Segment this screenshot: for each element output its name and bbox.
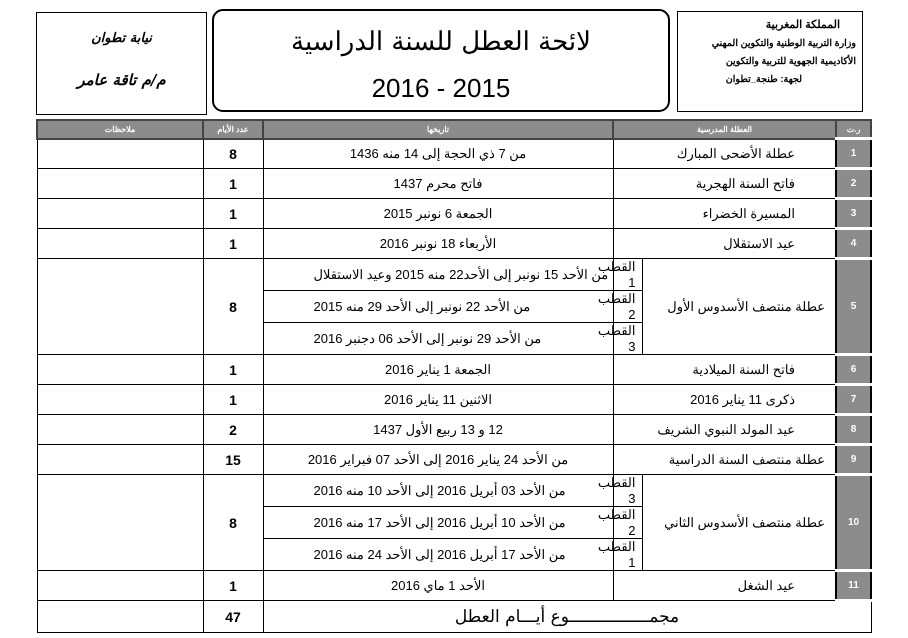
zone-cell: القطب 3 [613, 323, 642, 355]
holiday-cell: عطلة منتصف الأسدوس الثاني [642, 475, 836, 571]
zone-cell: القطب 2 [613, 291, 642, 323]
notes-cell [37, 445, 203, 475]
table-row [37, 139, 871, 169]
date-cell: من الأحد 10 أبريل 2016 إلى الأحد 17 منه 2016 [263, 507, 613, 539]
date-cell: الجمعة 6 نونبر 2015 [263, 199, 613, 229]
notes-cell [37, 415, 203, 445]
date-cell: من الأحد 17 أبريل 2016 إلى الأحد 24 منه 2016 [263, 539, 613, 571]
col-date: تاريخها [263, 120, 613, 139]
row-number: 2 [836, 169, 871, 199]
ministry-label: وزارة التربية الوطنية والتكوين المهني [711, 38, 856, 49]
days-cell: 8 [203, 139, 263, 169]
region-label: لجهة: طنجة_تطوان [725, 74, 802, 85]
notes-cell [37, 475, 203, 571]
holiday-cell: عطلة منتصف الأسدوس الأول [642, 259, 836, 355]
title-box [212, 9, 670, 112]
holiday-cell: فاتح السنة الميلادية [613, 355, 836, 385]
row-number: 8 [836, 415, 871, 445]
notes-cell [37, 601, 203, 633]
days-cell: 15 [203, 445, 263, 475]
table-row [37, 445, 871, 475]
notes-cell [37, 571, 203, 601]
academy-label: الأكاديمية الجهوية للتربية والتكوين [725, 56, 856, 67]
days-cell: 8 [203, 475, 263, 571]
row-number: 3 [836, 199, 871, 229]
notes-cell [37, 259, 203, 355]
notes-cell [37, 199, 203, 229]
notes-cell [37, 169, 203, 199]
days-cell: 1 [203, 571, 263, 601]
date-cell: من 7 ذي الحجة إلى 14 منه 1436 [263, 139, 613, 169]
table-row [37, 259, 871, 291]
holiday-cell: عيد الشغل [613, 571, 836, 601]
school-name: م/م تاقة عامر [77, 71, 166, 89]
holiday-cell: عيد المولد النبوي الشريف [613, 415, 836, 445]
row-number: 5 [836, 259, 871, 355]
holiday-cell: عطلة الأضحى المبارك [613, 139, 836, 169]
table-row [37, 199, 871, 229]
zone-cell: القطب 1 [613, 259, 642, 291]
date-cell: من الأحد 03 أبريل 2016 إلى الأحد 10 منه 2016 [263, 475, 613, 507]
date-cell: من الأحد 29 نونبر إلى الأحد 06 دجنبر 2016 [263, 323, 613, 355]
table-row [37, 229, 871, 259]
notes-cell [37, 229, 203, 259]
total-label: مجمــــــــــــــــوع أيـــام العطل [263, 601, 871, 633]
holiday-cell: فاتح السنة الهجرية [613, 169, 836, 199]
days-cell: 1 [203, 355, 263, 385]
days-cell: 1 [203, 229, 263, 259]
date-cell: فاتح محرم 1437 [263, 169, 613, 199]
holiday-cell: عيد الاستقلال [613, 229, 836, 259]
kingdom-label: المملكة المغربية [765, 19, 840, 31]
zone-cell: القطب 3 [613, 475, 642, 507]
holiday-cell: عطلة منتصف السنة الدراسية [613, 445, 836, 475]
table-row [37, 571, 871, 601]
col-days: عدد الأيام [203, 120, 263, 139]
date-cell: من الأحد 15 نونبر إلى الأحد22 منه 2015 وعيد الاستقلال [263, 259, 613, 291]
row-number: 11 [836, 571, 871, 601]
directorate-label: نيابة تطوان [91, 31, 152, 46]
page-title: لائحة العطل للسنة الدراسية [291, 27, 591, 57]
date-cell: الأحد 1 ماي 2016 [263, 571, 613, 601]
total-row [37, 601, 871, 633]
date-cell: من الأحد 24 يناير 2016 إلى الأحد 07 فبراير 2016 [263, 445, 613, 475]
row-number: 9 [836, 445, 871, 475]
holidays-table [36, 119, 872, 633]
date-cell: 12 و 13 ربيع الأول 1437 [263, 415, 613, 445]
days-cell: 1 [203, 199, 263, 229]
days-cell: 8 [203, 259, 263, 355]
row-number: 6 [836, 355, 871, 385]
table-row [37, 355, 871, 385]
row-number: 4 [836, 229, 871, 259]
zone-cell: القطب 1 [613, 539, 642, 571]
notes-cell [37, 385, 203, 415]
col-notes: ملاحظات [37, 120, 203, 139]
date-cell: الأربعاء 18 نونبر 2016 [263, 229, 613, 259]
table-header-row [37, 120, 871, 139]
row-number: 1 [836, 139, 871, 169]
notes-cell [37, 139, 203, 169]
days-cell: 1 [203, 169, 263, 199]
row-number: 10 [836, 475, 871, 571]
row-number: 7 [836, 385, 871, 415]
date-cell: الاثنين 11 يناير 2016 [263, 385, 613, 415]
table-row [37, 415, 871, 445]
notes-cell [37, 355, 203, 385]
date-cell: الجمعة 1 يناير 2016 [263, 355, 613, 385]
days-cell: 2 [203, 415, 263, 445]
total-days: 47 [203, 601, 263, 633]
table-row [37, 385, 871, 415]
school-box [36, 12, 207, 115]
table-row [37, 169, 871, 199]
col-num: ر.ت [836, 120, 871, 139]
ministry-box [677, 11, 863, 112]
school-year: 2016 - 2015 [371, 73, 511, 103]
table-row [37, 475, 871, 507]
col-holiday: العطلة المدرسية [613, 120, 836, 139]
zone-cell: القطب 2 [613, 507, 642, 539]
days-cell: 1 [203, 385, 263, 415]
holiday-cell: المسيرة الخضراء [613, 199, 836, 229]
date-cell: من الأحد 22 نونبر إلى الأحد 29 منه 2015 [263, 291, 613, 323]
holiday-cell: ذكرى 11 يناير 2016 [613, 385, 836, 415]
